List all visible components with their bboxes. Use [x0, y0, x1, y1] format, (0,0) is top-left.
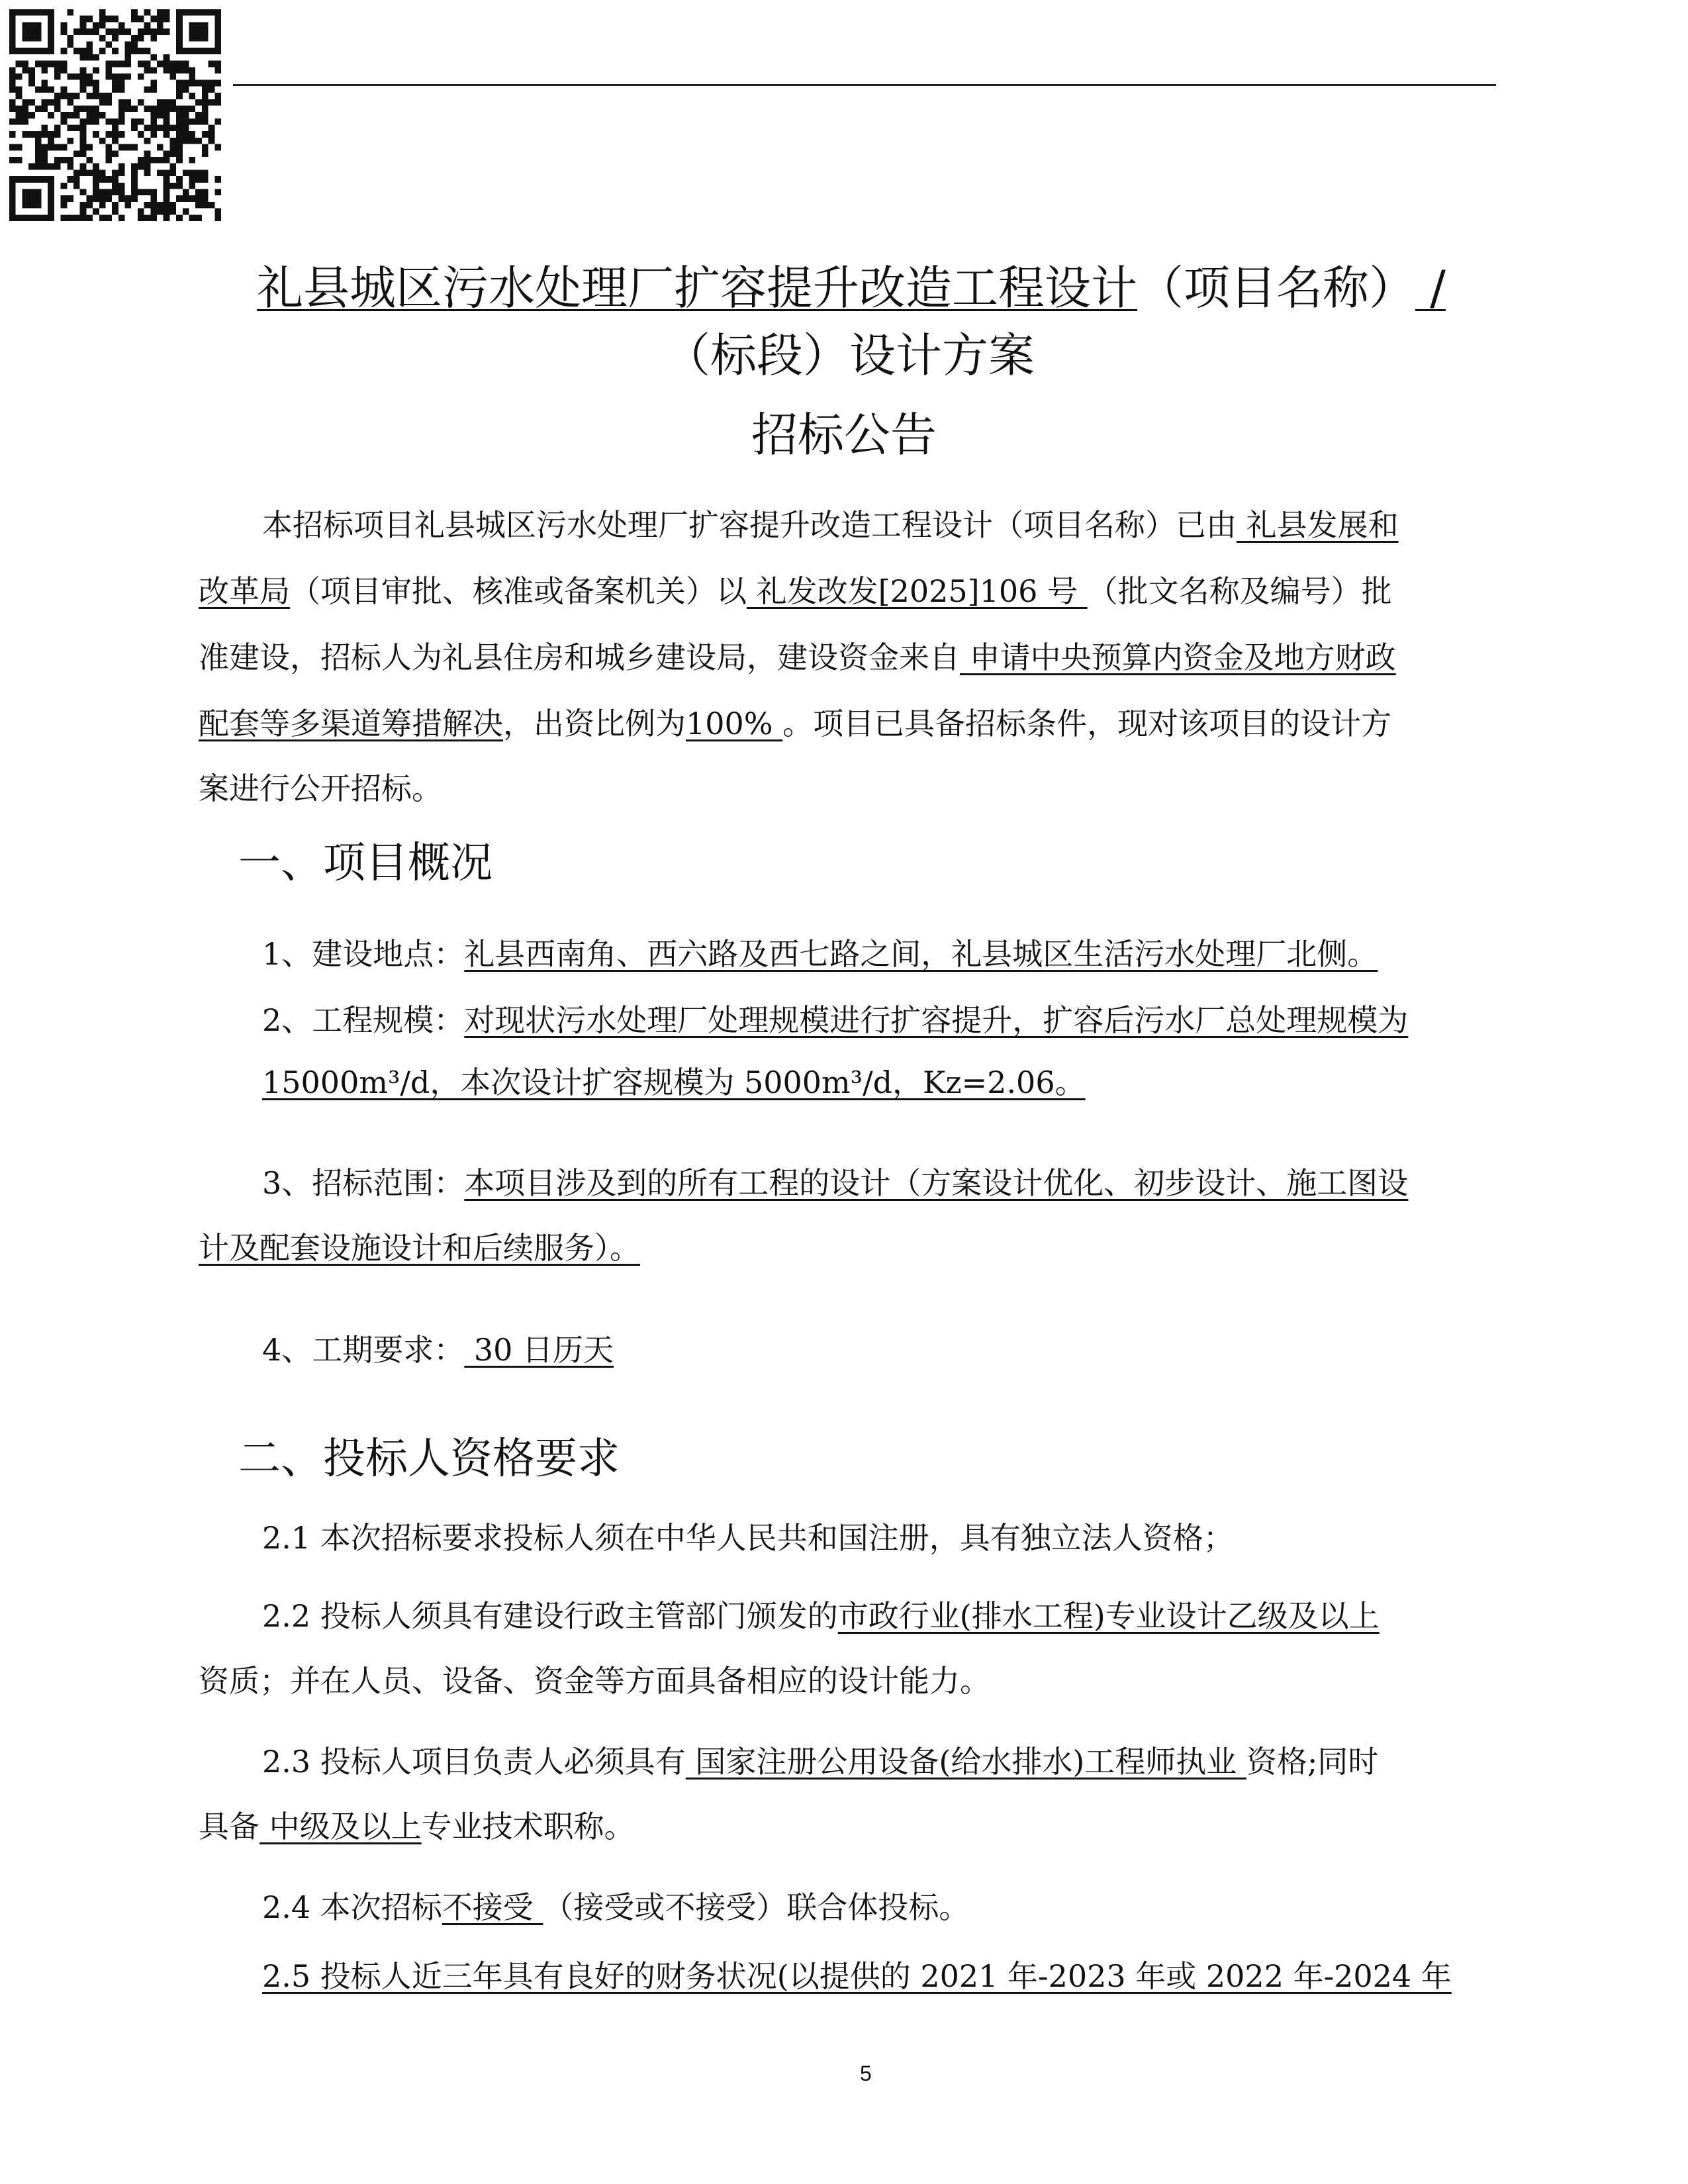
- requirement-text: 2.4 本次招标: [262, 1889, 442, 1925]
- requirement-text: （接受或不接受）联合体投标。: [543, 1889, 970, 1925]
- requirement-text: 专业技术职称。: [421, 1809, 635, 1844]
- requirement-text: 2.5 投标人近三年具有良好的财务状况(以提供的 2021 年-2023 年或 2022 年-2024 年: [262, 1958, 1452, 1994]
- intro-line-4: [199, 708, 1391, 739]
- header-rule: [233, 84, 1496, 86]
- item-label: 2、工程规模：: [262, 1002, 465, 1038]
- approval-authority: 礼县发展和: [1237, 507, 1399, 543]
- requirement-text: 2.2 投标人须具有建设行政主管部门颁发的: [262, 1598, 838, 1634]
- required-title-level: 中级及以上: [259, 1809, 422, 1844]
- item-value: 30 日历天: [464, 1332, 614, 1368]
- intro-text: （批文名称及编号）批: [1087, 573, 1392, 609]
- item-tender-scope: [262, 1165, 1409, 1201]
- requirement-2-1: 2.1 本次招标要求投标人须在中华人民共和国注册，具有独立法人资格；: [262, 1520, 1234, 1556]
- item-project-scale: [262, 1002, 1409, 1038]
- required-certification: 国家注册公用设备(给水排水)工程师执业: [685, 1744, 1246, 1780]
- item-value: 计及配套设施设计和后续服务）。: [199, 1230, 640, 1266]
- funding-source: 申请中央预算内资金及地方财政: [960, 640, 1396, 675]
- intro-text: （项目审批、核准或备案机关）以: [290, 573, 747, 609]
- section2-heading: 二、投标人资格要求: [238, 1435, 620, 1484]
- funding-source-cont: 配套等多渠道筹措解决: [199, 706, 503, 741]
- document-title-line1: [257, 261, 1446, 315]
- requirement-text: 2.3 投标人项目负责人必须具有: [262, 1744, 686, 1780]
- intro-text: 本招标项目礼县城区污水处理厂扩容提升改造工程设计（项目名称）已由: [262, 507, 1237, 543]
- requirement-2-2-cont: 资质；并在人员、设备、资金等方面具备相应的设计能力。: [199, 1663, 990, 1699]
- requirement-2-3-cont: [199, 1811, 635, 1842]
- requirement-2-3: [262, 1744, 1379, 1780]
- requirement-2-4: [262, 1889, 970, 1925]
- title-slash: /: [1415, 261, 1446, 315]
- intro-text: ，出资比例为: [503, 706, 686, 741]
- section1-heading: 一、项目概况: [238, 839, 492, 888]
- item-value: 对现状污水处理厂处理规模进行扩容提升，扩容后污水厂总处理规模为: [464, 1002, 1409, 1038]
- item-value: 礼县西南角、西六路及西七路之间，礼县城区生活污水处理厂北侧。: [464, 936, 1378, 972]
- intro-line-1: [262, 507, 1399, 543]
- requirement-2-2: [262, 1598, 1380, 1634]
- requirement-text: 具备: [199, 1809, 259, 1844]
- title-project-name: 礼县城区污水处理厂扩容提升改造工程设计: [257, 261, 1137, 315]
- page-number: 5: [860, 2062, 872, 2085]
- intro-line-3: [199, 642, 1396, 673]
- item-value: 本项目涉及到的所有工程的设计（方案设计优化、初步设计、施工图设: [464, 1165, 1409, 1201]
- approval-authority-cont: 改革局: [199, 573, 290, 609]
- item-tender-scope-cont: [199, 1230, 640, 1266]
- item-label: 1、建设地点：: [262, 936, 465, 972]
- requirement-2-5: [262, 1958, 1452, 1994]
- qr-code-image: [9, 9, 221, 221]
- item-duration: [262, 1332, 614, 1368]
- intro-text: 。项目已具备招标条件，现对该项目的设计方: [782, 706, 1392, 741]
- item-label: 4、工期要求：: [262, 1332, 465, 1368]
- approval-document-number: 礼发改发[2025]106 号: [747, 573, 1088, 609]
- intro-line-5: 案进行公开招标。: [199, 771, 442, 806]
- consortium-acceptance: 不接受: [442, 1889, 543, 1925]
- document-title-line3: 招标公告: [751, 408, 937, 462]
- requirement-text: 资格;同时: [1246, 1744, 1379, 1780]
- funding-ratio: 100%: [686, 706, 783, 741]
- intro-text: 准建设，招标人为礼县住房和城乡建设局，建设资金来自: [199, 640, 960, 675]
- required-qualification: 市政行业(排水工程)专业设计乙级及以上: [837, 1598, 1380, 1634]
- item-project-scale-cont: [262, 1067, 1086, 1098]
- item-construction-site: [262, 936, 1378, 972]
- item-label: 3、招标范围：: [262, 1165, 465, 1201]
- document-title-line2: （标段）设计方案: [664, 328, 1035, 383]
- intro-line-2: [199, 573, 1392, 609]
- item-value: 15000m³/d，本次设计扩容规模为 5000m³/d，Kz=2.06。: [262, 1065, 1086, 1100]
- title-project-label: （项目名称）: [1137, 261, 1415, 315]
